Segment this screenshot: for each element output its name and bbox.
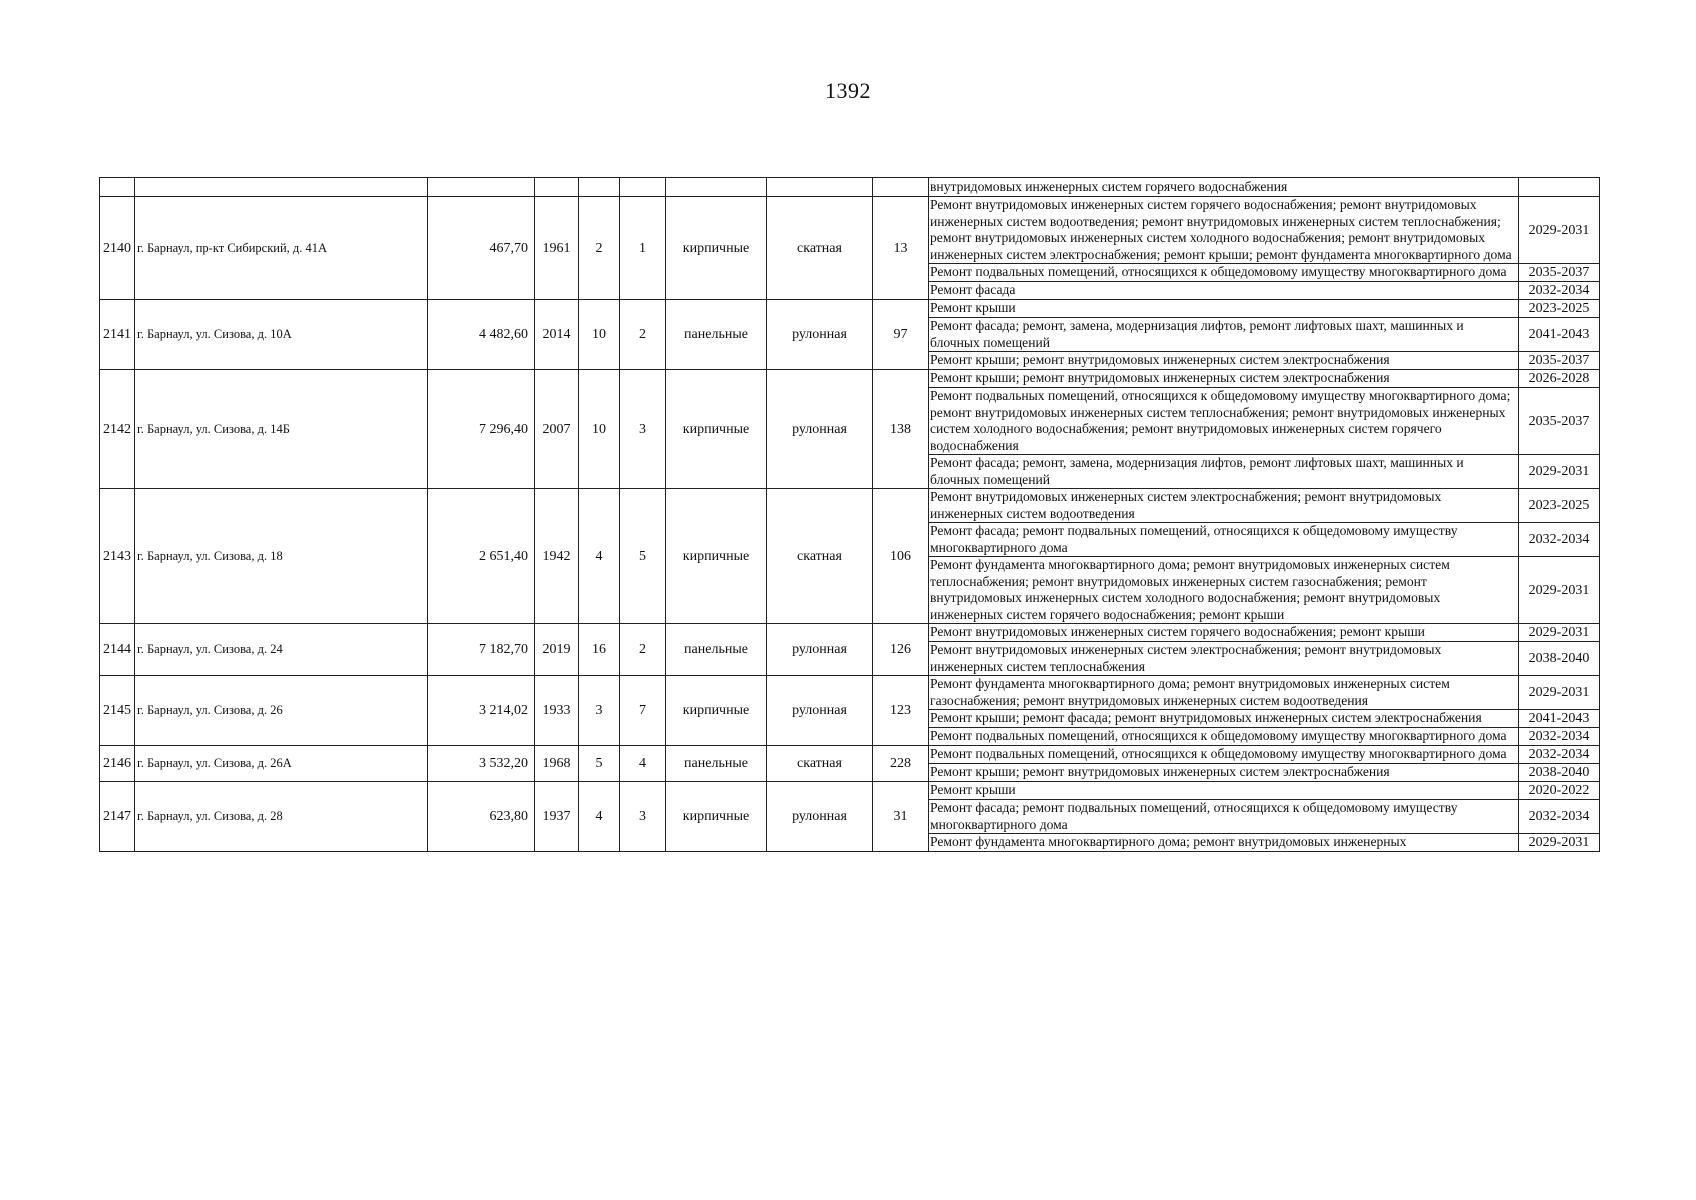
- resident-count: 31: [873, 782, 929, 852]
- house-area: 7 296,40: [428, 370, 535, 489]
- roof-type: рулонная: [767, 676, 873, 746]
- build-year: 2019: [535, 624, 579, 676]
- work-description: Ремонт крыши: [929, 300, 1519, 318]
- roof-type: скатная: [767, 746, 873, 782]
- floor-count: 5: [579, 746, 620, 782]
- work-description: Ремонт подвальных помещений, относящихся к общедомовому имуществу многоквартирного дома: [929, 264, 1519, 282]
- house-number: 2140: [100, 197, 135, 300]
- entrance-count: 3: [620, 370, 666, 489]
- entrance-count: 4: [620, 746, 666, 782]
- empty-cell: [666, 178, 767, 197]
- work-period: 2032-2034: [1519, 800, 1600, 834]
- work-description: Ремонт крыши; ремонт внутридомовых инженерных систем электроснабжения: [929, 352, 1519, 370]
- house-number: 2143: [100, 489, 135, 624]
- work-period: 2029-2031: [1519, 455, 1600, 489]
- table-body: [100, 178, 1600, 852]
- empty-cell: [428, 178, 535, 197]
- wall-material: панельные: [666, 624, 767, 676]
- floor-count: 4: [579, 782, 620, 852]
- entrance-count: 2: [620, 624, 666, 676]
- entrance-count: 3: [620, 782, 666, 852]
- house-area: 2 651,40: [428, 489, 535, 624]
- empty-cell: [873, 178, 929, 197]
- house-number: 2142: [100, 370, 135, 489]
- resident-count: 228: [873, 746, 929, 782]
- work-period: 2029-2031: [1519, 676, 1600, 710]
- table-row: [100, 300, 1600, 318]
- work-description: Ремонт крыши; ремонт внутридомовых инженерных систем электроснабжения: [929, 764, 1519, 782]
- build-year: 2014: [535, 300, 579, 370]
- work-period: 2038-2040: [1519, 764, 1600, 782]
- wall-material: панельные: [666, 746, 767, 782]
- resident-count: 97: [873, 300, 929, 370]
- wall-material: кирпичные: [666, 782, 767, 852]
- build-year: 1942: [535, 489, 579, 624]
- floor-count: 16: [579, 624, 620, 676]
- wall-material: кирпичные: [666, 370, 767, 489]
- house-area: 3 214,02: [428, 676, 535, 746]
- build-year: 1968: [535, 746, 579, 782]
- work-period: 2029-2031: [1519, 197, 1600, 264]
- house-area: 7 182,70: [428, 624, 535, 676]
- work-description: Ремонт внутридомовых инженерных систем электроснабжения; ремонт внутридомовых инженерных систем водоотведения: [929, 489, 1519, 523]
- work-description: Ремонт подвальных помещений, относящихся к общедомовому имуществу многоквартирного дома: [929, 728, 1519, 746]
- table-row: [100, 782, 1600, 800]
- work-period: 2029-2031: [1519, 624, 1600, 642]
- house-number: 2144: [100, 624, 135, 676]
- work-period: 2038-2040: [1519, 642, 1600, 676]
- work-period: 2041-2043: [1519, 710, 1600, 728]
- house-number: 2147: [100, 782, 135, 852]
- floor-count: 3: [579, 676, 620, 746]
- work-description: Ремонт фасада; ремонт подвальных помещений, относящихся к общедомовому имуществу многоквартирного дома: [929, 523, 1519, 557]
- work-description: Ремонт крыши; ремонт фасада; ремонт внутридомовых инженерных систем электроснабжения: [929, 710, 1519, 728]
- work-description: Ремонт фундамента многоквартирного дома; ремонт внутридомовых инженерных: [929, 834, 1519, 852]
- resident-count: 106: [873, 489, 929, 624]
- work-description: Ремонт фундамента многоквартирного дома; ремонт внутридомовых инженерных систем теплоснабжения; ремонт внутридомовых инженерных систем газоснабжения; ремонт внутридомовых инженерных систем холодного водоснабжения; ремонт внутридомовых инженерных систем горячего водоснабжения; ремонт крыши: [929, 557, 1519, 624]
- floor-count: 4: [579, 489, 620, 624]
- empty-cell: [767, 178, 873, 197]
- work-description: Ремонт фасада; ремонт, замена, модернизация лифтов, ремонт лифтовых шахт, машинных и блочных помещений: [929, 455, 1519, 489]
- empty-cell: [135, 178, 428, 197]
- table-row: [100, 370, 1600, 388]
- resident-count: 13: [873, 197, 929, 300]
- work-description: Ремонт внутридомовых инженерных систем горячего водоснабжения; ремонт крыши: [929, 624, 1519, 642]
- house-address: г. Барнаул, пр-кт Сибирский, д. 41А: [135, 197, 428, 300]
- empty-cell: [100, 178, 135, 197]
- floor-count: 2: [579, 197, 620, 300]
- work-period: 2032-2034: [1519, 523, 1600, 557]
- work-period: 2041-2043: [1519, 318, 1600, 352]
- work-period: 2035-2037: [1519, 352, 1600, 370]
- house-address: г. Барнаул, ул. Сизова, д. 24: [135, 624, 428, 676]
- house-address: г. Барнаул, ул. Сизова, д. 28: [135, 782, 428, 852]
- house-area: 3 532,20: [428, 746, 535, 782]
- house-address: г. Барнаул, ул. Сизова, д. 26: [135, 676, 428, 746]
- empty-cell: [579, 178, 620, 197]
- housing-repair-table: [99, 177, 1600, 852]
- roof-type: скатная: [767, 489, 873, 624]
- work-description: Ремонт фасада; ремонт подвальных помещений, относящихся к общедомовому имуществу многоквартирного дома: [929, 800, 1519, 834]
- work-description: Ремонт фасада; ремонт, замена, модернизация лифтов, ремонт лифтовых шахт, машинных и блочных помещений: [929, 318, 1519, 352]
- roof-type: рулонная: [767, 370, 873, 489]
- build-year: 1961: [535, 197, 579, 300]
- build-year: 1933: [535, 676, 579, 746]
- entrance-count: 5: [620, 489, 666, 624]
- table-row: [100, 197, 1600, 264]
- roof-type: рулонная: [767, 624, 873, 676]
- wall-material: кирпичные: [666, 676, 767, 746]
- resident-count: 123: [873, 676, 929, 746]
- work-period: 2020-2022: [1519, 782, 1600, 800]
- roof-type: рулонная: [767, 300, 873, 370]
- work-description: Ремонт внутридомовых инженерных систем электроснабжения; ремонт внутридомовых инженерных систем теплоснабжения: [929, 642, 1519, 676]
- work-description: внутридомовых инженерных систем горячего водоснабжения: [929, 178, 1519, 197]
- page-number: 1392: [825, 78, 871, 103]
- wall-material: кирпичные: [666, 197, 767, 300]
- work-period: 2032-2034: [1519, 282, 1600, 300]
- build-year: 1937: [535, 782, 579, 852]
- work-period: 2029-2031: [1519, 557, 1600, 624]
- floor-count: 10: [579, 300, 620, 370]
- work-period: 2023-2025: [1519, 489, 1600, 523]
- table-row: [100, 624, 1600, 642]
- wall-material: панельные: [666, 300, 767, 370]
- table-row: [100, 489, 1600, 523]
- house-number: 2145: [100, 676, 135, 746]
- work-description: Ремонт крыши: [929, 782, 1519, 800]
- work-description: Ремонт крыши; ремонт внутридомовых инженерных систем электроснабжения: [929, 370, 1519, 388]
- work-description: Ремонт внутридомовых инженерных систем горячего водоснабжения; ремонт внутридомовых инженерных систем водоотведения; ремонт внутридомовых инженерных систем теплоснабжения; ремонт внутридомовых инженерных систем холодного водоснабжения; ремонт внутридомовых инженерных систем электроснабжения; ремонт крыши; ремонт фундамента многоквартирного дома: [929, 197, 1519, 264]
- house-address: г. Барнаул, ул. Сизова, д. 10А: [135, 300, 428, 370]
- work-period: 2035-2037: [1519, 264, 1600, 282]
- work-description: Ремонт подвальных помещений, относящихся к общедомовому имуществу многоквартирного дома: [929, 746, 1519, 764]
- continuation-row: [100, 178, 1600, 197]
- work-description: Ремонт фасада: [929, 282, 1519, 300]
- table-row: [100, 676, 1600, 710]
- resident-count: 138: [873, 370, 929, 489]
- resident-count: 126: [873, 624, 929, 676]
- work-period: 2032-2034: [1519, 746, 1600, 764]
- house-address: г. Барнаул, ул. Сизова, д. 26А: [135, 746, 428, 782]
- house-number: 2141: [100, 300, 135, 370]
- empty-cell: [535, 178, 579, 197]
- house-area: 623,80: [428, 782, 535, 852]
- entrance-count: 1: [620, 197, 666, 300]
- wall-material: кирпичные: [666, 489, 767, 624]
- house-number: 2146: [100, 746, 135, 782]
- roof-type: скатная: [767, 197, 873, 300]
- work-description: Ремонт подвальных помещений, относящихся к общедомовому имуществу многоквартирного дома; ремонт внутридомовых инженерных систем теплоснабжения; ремонт внутридомовых инженерных систем холодного водоснабжения; ремонт внутридомовых инженерных систем горячего водоснабжения: [929, 388, 1519, 455]
- work-period: 2032-2034: [1519, 728, 1600, 746]
- floor-count: 10: [579, 370, 620, 489]
- work-period: 2029-2031: [1519, 834, 1600, 852]
- entrance-count: 2: [620, 300, 666, 370]
- work-period: [1519, 178, 1600, 197]
- entrance-count: 7: [620, 676, 666, 746]
- house-area: 467,70: [428, 197, 535, 300]
- roof-type: рулонная: [767, 782, 873, 852]
- work-description: Ремонт фундамента многоквартирного дома; ремонт внутридомовых инженерных систем газоснабжения; ремонт внутридомовых инженерных систем водоотведения: [929, 676, 1519, 710]
- house-area: 4 482,60: [428, 300, 535, 370]
- house-address: г. Барнаул, ул. Сизова, д. 14Б: [135, 370, 428, 489]
- work-period: 2023-2025: [1519, 300, 1600, 318]
- work-period: 2035-2037: [1519, 388, 1600, 455]
- build-year: 2007: [535, 370, 579, 489]
- house-address: г. Барнаул, ул. Сизова, д. 18: [135, 489, 428, 624]
- empty-cell: [620, 178, 666, 197]
- work-period: 2026-2028: [1519, 370, 1600, 388]
- table-row: [100, 746, 1600, 764]
